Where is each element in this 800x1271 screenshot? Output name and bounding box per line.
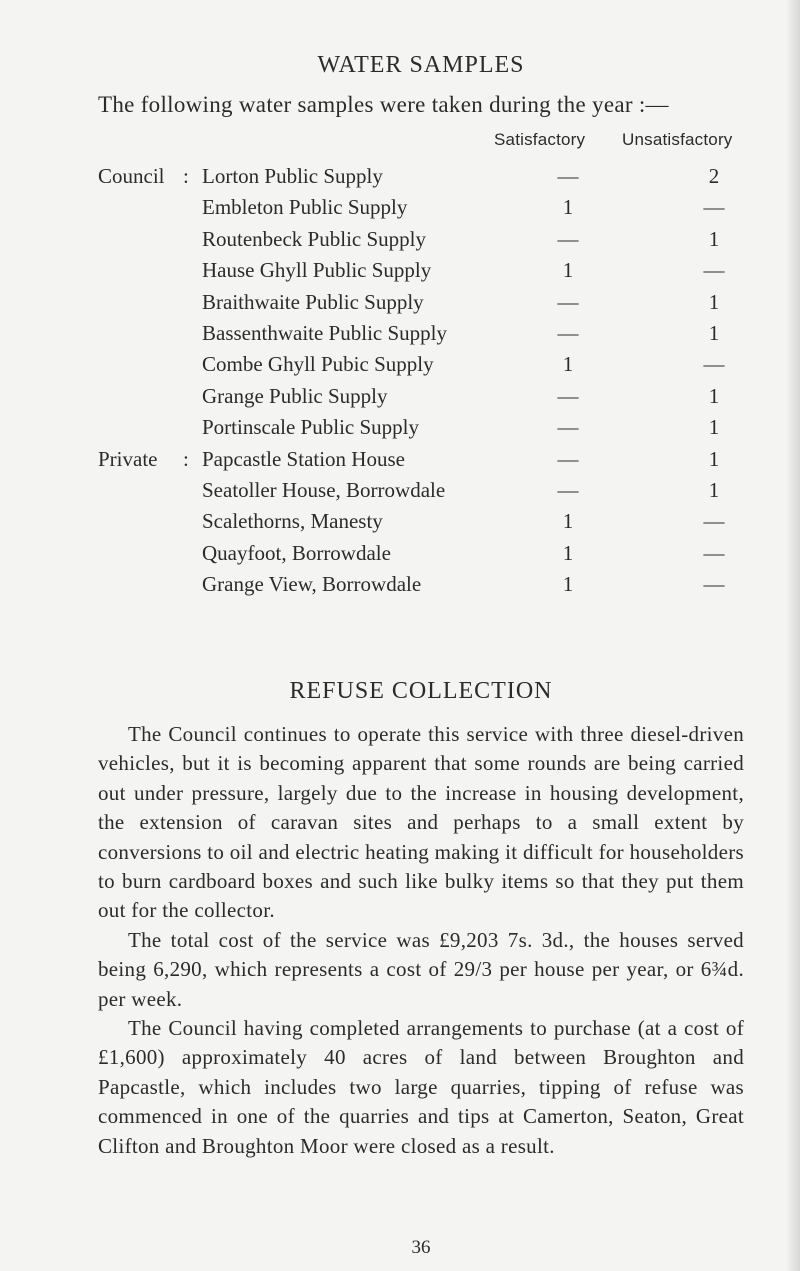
page-number: 36 [411,1237,431,1258]
paragraph: The Council having completed arrangements to purchase (at a cost of £1,600) approximately 40 acres of land between Broughton and Papcastle, which includes two large quarries, tipping of refuse was commenced in one of the quarries and tips at Camerton, Seaton, Great Clifton and Broughton Moor were closed as a result. [98,1016,744,1158]
satisfactory-count: 1 [562,258,574,283]
table-row [0,195,800,225]
water-samples-heading: WATER SAMPLES [317,52,525,78]
unsatisfactory-count: — [703,258,725,283]
refuse-collection-body [98,720,744,1161]
satisfactory-count: 1 [562,352,574,377]
sample-location: Bassenthwaite Public Supply [202,321,447,345]
table-row [0,258,800,288]
row-colon: : [183,446,189,471]
satisfactory-count: — [557,383,579,408]
table-row [0,352,800,382]
table-row [0,478,800,508]
table-row [0,541,800,571]
satisfactory-count: — [557,321,579,345]
sample-location: Embleton Public Supply [202,195,408,220]
satisfactory-column-header: Satisfactory [494,130,586,149]
paragraph: The total cost of the service was £9,203 7s. 3d., the houses served being 6,290, which represents a cost of 29/3 per house per year, or 6¾d. per week. [98,927,744,1011]
sample-location: Grange Public Supply [202,383,388,408]
unsatisfactory-count: — [703,540,725,565]
sample-location: Grange View, Borrowdale [202,572,422,597]
sample-location: Lorton Public Supply [202,164,383,188]
sample-location: Routenbeck Public Supply [202,226,426,251]
satisfactory-count: — [557,446,579,471]
table-row [0,164,800,194]
satisfactory-count: — [557,289,579,314]
satisfactory-count: — [557,415,579,440]
unsatisfactory-column-header: Unsatisfactory [622,130,733,149]
unsatisfactory-count: 1 [708,383,720,408]
sample-location: Hause Ghyll Public Supply [202,258,432,283]
sample-location: Papcastle Station House [202,446,405,471]
sample-location: Portinscale Public Supply [202,415,419,440]
table-row [0,227,800,257]
table-row [0,290,800,320]
unsatisfactory-count: 2 [708,164,720,188]
row-group-label: Council [98,164,165,188]
sample-location: Scalethorns, Manesty [202,509,383,534]
water-samples-intro: The following water samples were taken during the year :— [98,92,669,117]
unsatisfactory-count: — [703,352,725,377]
unsatisfactory-count: 1 [708,415,720,440]
satisfactory-count: 1 [562,572,574,597]
satisfactory-count: — [557,164,579,188]
unsatisfactory-count: 1 [708,446,720,471]
unsatisfactory-count: — [703,195,725,220]
table-row [0,384,800,414]
unsatisfactory-count: 1 [708,226,720,251]
satisfactory-count: — [557,478,579,502]
unsatisfactory-count: — [703,572,725,597]
satisfactory-count: 1 [562,509,574,534]
sample-location: Combe Ghyll Pubic Supply [202,352,434,377]
table-row [0,509,800,539]
table-row [0,321,800,351]
unsatisfactory-count: — [703,509,725,534]
sample-location: Seatoller House, Borrowdale [202,478,446,502]
satisfactory-count: — [557,226,579,251]
unsatisfactory-count: 1 [708,478,720,502]
paragraph: The Council continues to operate this service with three diesel-driven vehicles, but it is becoming apparent that some rounds are being carried out under pressure, largely due to the increase in housing development, the extension of caravan sites and perhaps to a small extent by conversions to oil and electric heating making it difficult for householders to burn cardboard boxes and such like bulky items so that they put them out for the collector. [98,722,744,923]
row-group-label: Private [98,446,158,471]
satisfactory-count: 1 [562,540,574,565]
sample-location: Braithwaite Public Supply [202,289,424,314]
satisfactory-count: 1 [562,195,574,220]
table-row [0,572,800,602]
sample-location: Quayfoot, Borrowdale [202,540,391,565]
page-edge-shadow [786,0,800,1271]
table-row [0,447,800,477]
refuse-collection-heading: REFUSE COLLECTION [289,678,553,704]
unsatisfactory-count: 1 [708,321,720,345]
unsatisfactory-count: 1 [708,289,720,314]
row-colon: : [183,164,189,188]
table-row [0,415,800,445]
